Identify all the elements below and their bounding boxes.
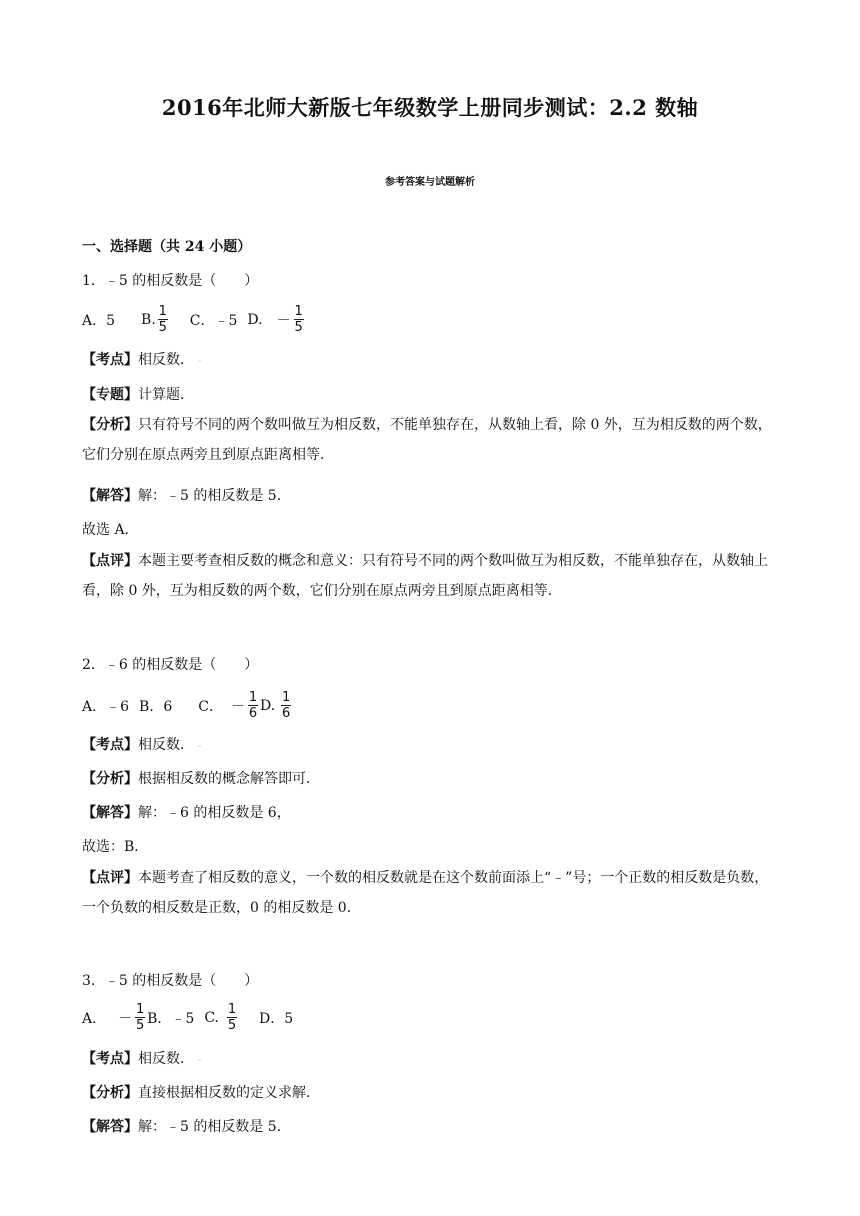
fraction-denominator: 5	[158, 320, 167, 335]
q1-option-c: C．﹣5	[189, 312, 238, 329]
q1-option-d-label: D.	[247, 311, 263, 328]
label-kaodian: 【考点】	[82, 737, 138, 753]
fraction-numerator: 1	[282, 690, 291, 705]
q3-stem: 3．﹣5 的相反数是（ ）	[82, 973, 259, 989]
fraction-denominator: 5	[135, 1018, 145, 1033]
fraction-sign: －	[230, 698, 245, 715]
label-dianping: 【点评】	[82, 870, 138, 886]
label-fenxi: 【分析】	[82, 771, 138, 787]
q1-zhuanti	[82, 384, 194, 404]
q2-option-d-fraction	[281, 691, 291, 720]
label-fenxi: 【分析】	[82, 1085, 138, 1101]
label-kaodian: 【考点】	[82, 1051, 138, 1067]
kaodian-text: 相反数．	[138, 737, 194, 753]
zhuanti-text: 计算题．	[138, 387, 194, 403]
q1-option-b-fraction	[158, 305, 168, 334]
q1-fenxi	[82, 410, 782, 470]
fraction-denominator: 6	[282, 706, 291, 721]
q2-option-a: A．﹣6	[82, 698, 130, 715]
q1-options	[82, 305, 306, 334]
q1-answer: 故选 A．	[82, 522, 139, 538]
label-fenxi: 【分析】	[82, 417, 138, 433]
q2-stem: 2．﹣6 的相反数是（ ）	[82, 657, 259, 673]
q2-option-c	[198, 691, 260, 720]
q2-option-b: B．6	[139, 698, 173, 715]
section-title: 一、选择题（共 24 小题）	[82, 239, 252, 255]
q1-dianping	[82, 546, 782, 606]
q3-option-c	[204, 1003, 239, 1032]
q1-option-b-label: B.	[141, 311, 156, 328]
fenxi-text: 直接根据相反数的定义求解．	[138, 1085, 320, 1101]
q3-fenxi	[82, 1082, 320, 1102]
fraction-numerator: 1	[248, 690, 258, 705]
q2-fenxi	[82, 768, 320, 788]
fraction-numerator: 1	[158, 304, 167, 319]
q2-kaodian: 【考点】相反数． -	[82, 737, 202, 753]
kaodian-text: 相反数．	[138, 352, 194, 368]
page-title: 2016年北师大新版七年级数学上册同步测试：2.2 数轴	[161, 95, 699, 120]
q2-option-c-label: C．	[198, 698, 223, 715]
q3-option-a-label: A．	[82, 1010, 107, 1027]
q3-option-d: D．5	[259, 1010, 294, 1027]
fraction-numerator: 1	[294, 304, 303, 319]
fraction-numerator: 1	[227, 1002, 237, 1017]
q3-kaodian: 【考点】相反数． -	[82, 1051, 202, 1067]
q2-options	[82, 691, 293, 720]
fraction-sign: －	[118, 1010, 133, 1027]
jieda-text: 解：﹣5 的相反数是 5．	[138, 488, 291, 504]
fraction-numerator: 1	[135, 1002, 145, 1017]
q1-jieda	[82, 485, 291, 505]
dianping-text: 本题考查了相反数的意义，一个数的相反数就是在这个数前面添上“﹣”号；一个正数的相反数是负数，一个负数的相反数是正数，0 的相反数是 0．	[82, 870, 769, 916]
q2-option-c-fraction	[248, 691, 258, 720]
q3-option-b: B．﹣5	[147, 1010, 195, 1027]
jieda-text: 解：﹣6 的相反数是 6，	[138, 805, 291, 821]
q1-option-d-fraction	[294, 305, 304, 334]
jieda-text: 解：﹣5 的相反数是 5．	[138, 1119, 291, 1135]
q1-kaodian: 【考点】相反数． -	[82, 352, 202, 368]
q3-jieda	[82, 1116, 291, 1136]
label-jieda: 【解答】	[82, 1119, 138, 1135]
fraction-denominator: 5	[294, 320, 303, 335]
label-zhuanti: 【专题】	[82, 387, 138, 403]
q1-option-a: A．5	[82, 312, 116, 329]
label-jieda: 【解答】	[82, 805, 138, 821]
fraction-denominator: 5	[227, 1018, 237, 1033]
page-subtitle: 参考答案与试题解析	[385, 177, 475, 188]
label-jieda: 【解答】	[82, 488, 138, 504]
q2-option-d-label: D.	[259, 697, 276, 714]
fenxi-text: 只有符号不同的两个数叫做互为相反数，不能单独存在，从数轴上看，除 0 外，互为相反数的两个数，它们分别在原点两旁且到原点距离相等．	[82, 417, 772, 463]
fraction-sign: －	[276, 312, 291, 329]
label-kaodian: 【考点】	[82, 352, 138, 368]
q2-option-d	[260, 691, 293, 720]
label-dianping: 【点评】	[82, 553, 138, 569]
q3-option-c-label: C.	[204, 1009, 219, 1026]
q1-stem: 1．﹣5 的相反数是（ ）	[82, 273, 259, 289]
q2-jieda	[82, 802, 291, 822]
q3-options	[82, 1003, 293, 1032]
q2-dianping	[82, 863, 782, 923]
q3-option-a	[82, 1003, 147, 1032]
q3-option-a-fraction	[135, 1003, 145, 1032]
q3-option-c-fraction	[227, 1003, 237, 1032]
fraction-denominator: 6	[248, 706, 258, 721]
q1-option-d	[247, 305, 305, 334]
fenxi-text: 根据相反数的概念解答即可．	[138, 771, 320, 787]
dianping-text: 本题主要考查相反数的概念和意义：只有符号不同的两个数叫做互为相反数，不能单独存在，从数轴上看，除 0 外，互为相反数的两个数，它们分别在原点两旁且到原点距离相等．	[82, 553, 768, 599]
kaodian-text: 相反数．	[138, 1051, 194, 1067]
q2-answer: 故选：B．	[82, 839, 149, 855]
q1-option-b	[141, 305, 170, 334]
